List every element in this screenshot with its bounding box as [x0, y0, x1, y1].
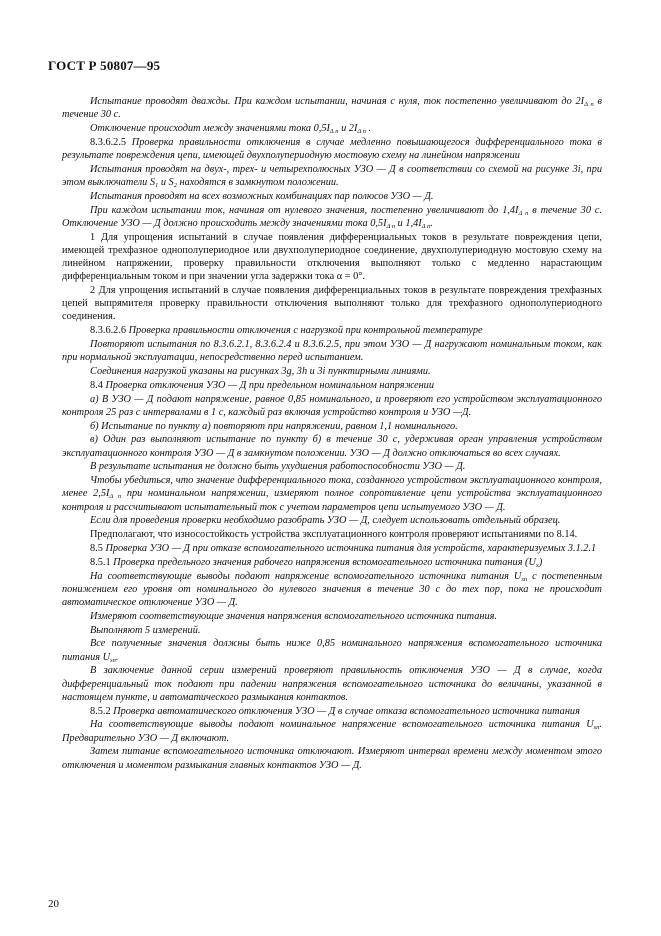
- paragraph: Испытания проводят на двух-, трех- и четырехполюсных УЗО — Д в соответствии со схемой на рисунке 3i, при этом выключатели $S_1$ и $S_2$ находятся в замкнутом положении.: [62, 163, 602, 189]
- paragraph: 8.5.1 Проверка предельного значения рабочего напряжения вспомогательного источника питания $(U_x)$: [90, 556, 543, 569]
- paragraph: На соответствующие выводы подают напряжение вспомогательного источника питания $U_{sn}$ с постепенным понижением его уровня от номинального до нулевого значения в течение 30 с до тех пор, пока не происходит автоматическое отключение УЗО — Д.: [62, 570, 602, 608]
- paragraph: Предполагают, что износостойкость устройства эксплуатационного контроля проверяют испытаниями по 8.14.: [90, 529, 578, 541]
- paragraph: Измеряют соответствующие значения напряжения вспомогательного источника питания.: [90, 610, 497, 622]
- paragraph: 8.5 Проверка УЗО — Д при отказе вспомогательного источника питания для устройств, характеризуемых 3.1.2.1: [90, 542, 597, 554]
- page-number: 20: [48, 898, 59, 910]
- paragraph: 8.3.6.2.5 Проверка правильности отключения в случае медленно повышающегося дифференциального тока в результате повреждения цепи, имеющей двухполупериодную мостовую схему на линейном напряжении: [62, 136, 602, 161]
- paragraph: 8.3.6.2.6 Проверка правильности отключения с нагрузкой при контрольной температуре: [90, 325, 483, 337]
- document-header: ГОСТ Р 50807—95: [48, 58, 161, 73]
- document-body: [62, 95, 602, 772]
- paragraph: Испытание проводят дважды. При каждом испытании, начиная с нуля, ток постепенно увеличивают до $2I_{\Delta n}$ в течение 30 с.: [62, 96, 603, 121]
- paragraph: Повторяют испытания по 8.3.6.2.1, 8.3.6.2.4 и 8.3.6.2.5, при этом УЗО — Д нагружают номинальным током, как при нормальной эксплуатации, непосредственно перед испытанием.: [62, 339, 602, 364]
- paragraph: в) Один раз выполняют испытание по пункту б) в течение 30 с, удерживая орган управления устройством эксплуатационного контроля УЗО — Д в замкнутом положении. УЗО — Д должно отключаться во всех случаях.: [62, 434, 602, 459]
- paragraph: Выполняют 5 измерений.: [90, 624, 201, 636]
- paragraph: 8.5.2 Проверка автоматического отключения УЗО — Д в случае отказа вспомогательного источника питания: [90, 705, 580, 717]
- paragraph: Испытания проводят на всех возможных комбинациях пар полюсов УЗО — Д.: [90, 190, 434, 202]
- paragraph: В результате испытания не должно быть ухудшения работоспособности УЗО — Д.: [90, 461, 466, 473]
- paragraph: В заключение данной серии измерений проверяют правильность отключения УЗО — Д в случае, когда дифференциальный ток подают при падении напряжения вспомогательного источника до величины, указанной в настоящем пункте, и автоматического размыкания контактов.: [62, 665, 602, 703]
- paragraph: На соответствующие выводы подают номинальное напряжение вспомогательного источника питания $U_{sn}$. Предварительно УЗО — Д включают.: [62, 719, 602, 744]
- paragraph: а) В УЗО — Д подают напряжение, равное 0,85 номинального, и проверяют его устройством эксплуатационного контроля 25 раз с интервалами в 1 с, каждый раз включая устройство контроля и УЗО —Д.: [62, 393, 602, 418]
- paragraph: 2 Для упрощения испытаний в случае появления дифференциальных токов в результате повреждения трехфазных цепей выпрямителя проверку правильности отключения выполняют только для трехфазного однополупериодного соединения.: [62, 285, 602, 323]
- paragraph: 1 Для упрощения испытаний в случае появления дифференциальных токов в результате повреждения цепи, имеющей трехфазное однополупериодное или двухполупериодное соединение, двухполупериодную мостовую схему на линейном напряжении, проверку правильности отключения выполняют только с медленно нарастающим дифференциальным током и при значении угла задержки тока α = 0°.: [62, 231, 602, 283]
- paragraph: Все полученные значения должны быть ниже 0,85 номинального напряжения вспомогательного источника питания $U_{sn}$.: [62, 638, 602, 664]
- paragraph: Чтобы убедиться, что значение дифференциального тока, созданного устройством эксплуатационного контроля, менее $2,5I_{\Delta n}$ при номинальном напряжении, измеряют полное сопротивление цепи устройства эксплуатационного контроля и рассчитывают испытательный ток с учетом параметров цепи испытуемого УЗО — Д.: [62, 475, 603, 513]
- paragraph: Соединения нагрузкой указаны на рисунках 3g, 3h и 3i пунктирными линиями.: [90, 366, 431, 377]
- paragraph: б) Испытание по пункту а) повторяют при напряжении, равном 1,1 номинального.: [90, 420, 458, 432]
- paragraph: 8.4 Проверка отключения УЗО — Д при предельном номинальном напряжении: [90, 379, 434, 391]
- paragraph: При каждом испытании ток, начиная от нулевого значения, постепенно увеличивают до $1,4I_{\Delta n}$ в течение 30 с. Отключение УЗО — Д должно происходить между значениями тока $0,5I_{\Delta n}$ и $1,4I_{\Delta n}$.: [62, 204, 603, 230]
- paragraph: Затем питание вспомогательного источника отключают. Измеряют интервал времени между моментом этого отключения и моментом размыкания главных контактов УЗО — Д.: [62, 746, 602, 771]
- paragraph: Отключение происходит между значениями тока $0,5I_{\Delta n}$ и $2I_{\Delta n}$ .: [90, 123, 372, 135]
- paragraph: Если для проведения проверки необходимо разобрать УЗО — Д, следует использовать отдельный образец.: [90, 515, 561, 527]
